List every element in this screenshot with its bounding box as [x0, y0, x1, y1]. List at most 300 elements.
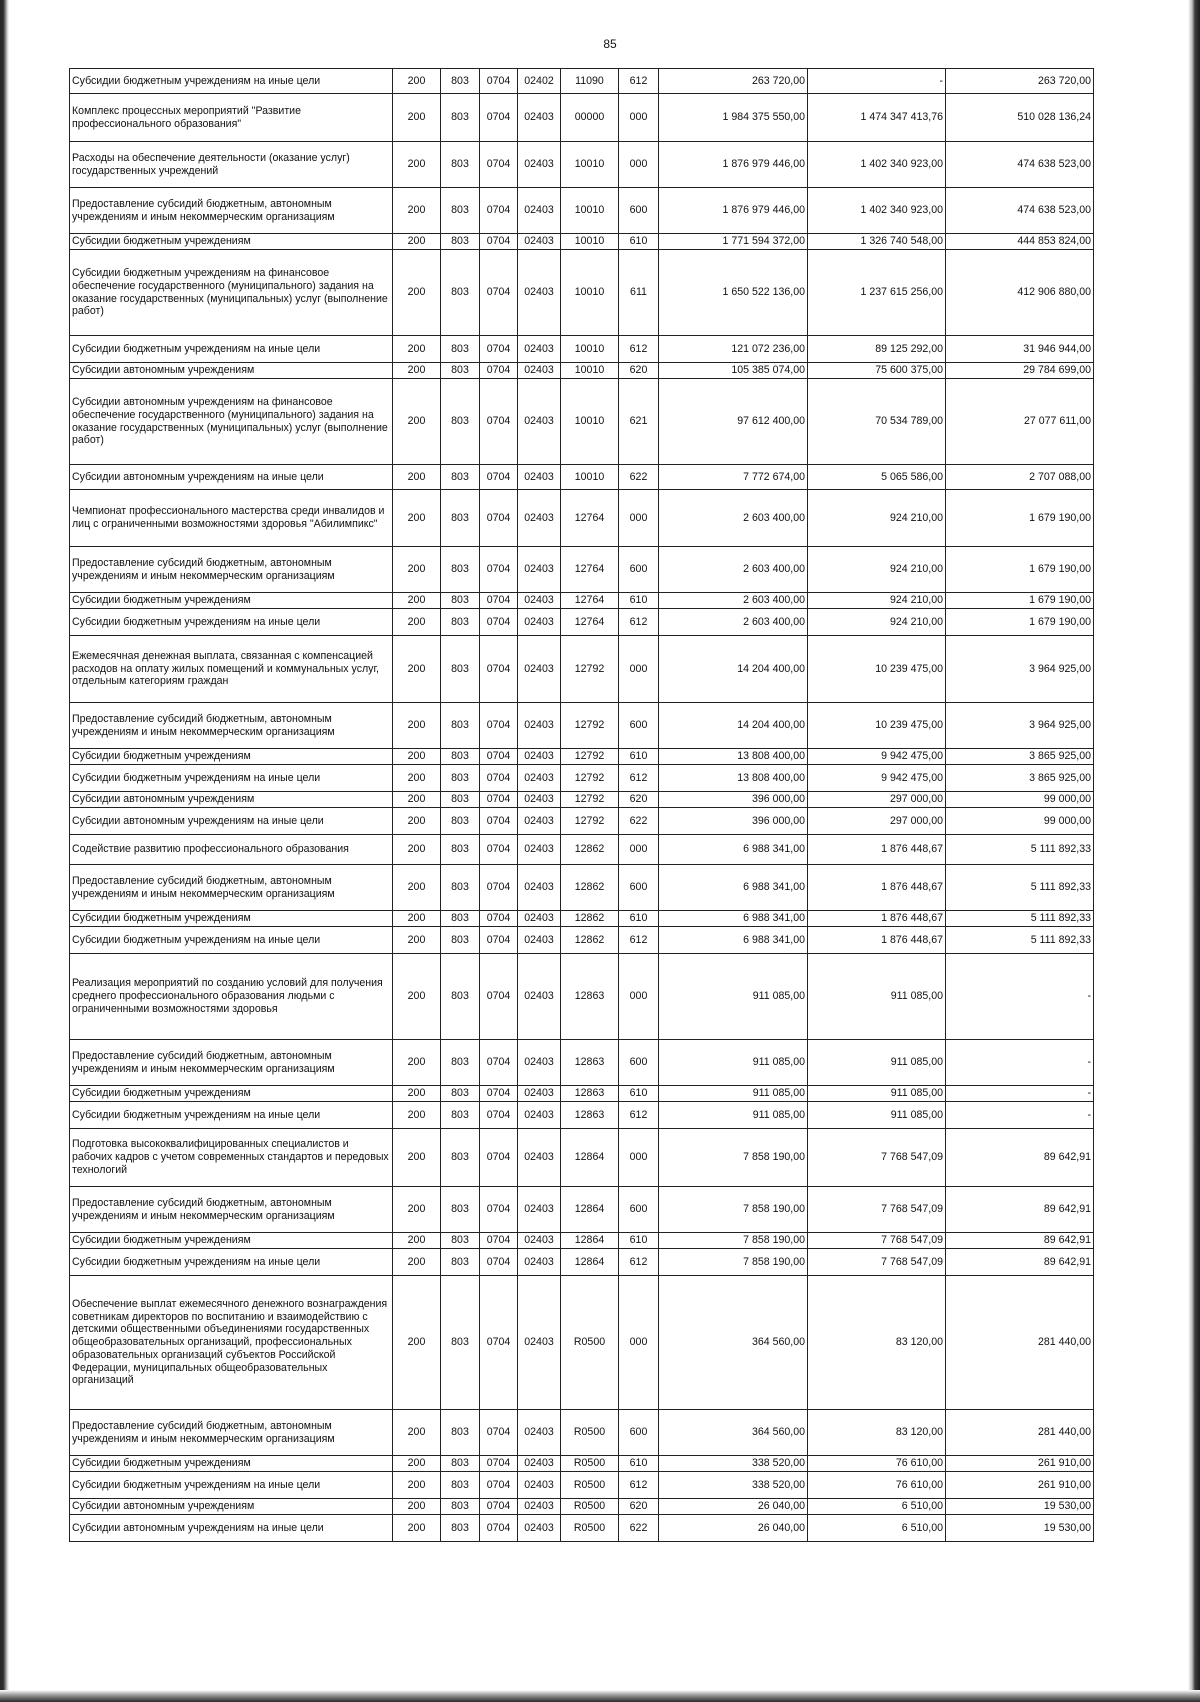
- row-description: Подготовка высококвалифицированных специалистов и рабочих кадров с учетом современных стандартов и передовых технологий: [70, 1129, 393, 1187]
- program-code: 02403: [518, 1276, 561, 1410]
- table-row: [70, 363, 1094, 379]
- planned-amount: 7 858 190,00: [659, 1187, 808, 1233]
- row-description: Субсидии автономным учреждениям на иные цели: [70, 465, 393, 490]
- admin-code: 200: [393, 1086, 441, 1102]
- direction-code: 12864: [561, 1233, 619, 1249]
- remaining-amount: -: [946, 1040, 1094, 1086]
- remaining-amount: 89 642,91: [946, 1233, 1094, 1249]
- row-description: Ежемесячная денежная выплата, связанная с компенсацией расходов на оплату жилых помещений и коммунальных услуг, отдельным категориям граждан: [70, 636, 393, 703]
- executed-amount: 83 120,00: [808, 1410, 946, 1456]
- remaining-amount: 1 679 190,00: [946, 609, 1094, 636]
- program-code: 02403: [518, 593, 561, 609]
- direction-code: 12792: [561, 749, 619, 765]
- planned-amount: 14 204 400,00: [659, 703, 808, 749]
- manager-code: 803: [441, 765, 480, 792]
- table-row: [70, 234, 1094, 250]
- remaining-amount: 281 440,00: [946, 1276, 1094, 1410]
- expense-type-code: 622: [619, 465, 659, 490]
- table-row: [70, 1456, 1094, 1472]
- manager-code: 803: [441, 954, 480, 1040]
- expense-type-code: 600: [619, 547, 659, 593]
- manager-code: 803: [441, 1102, 480, 1129]
- manager-code: 803: [441, 1086, 480, 1102]
- expense-type-code: 610: [619, 1233, 659, 1249]
- manager-code: 803: [441, 1129, 480, 1187]
- admin-code: 200: [393, 465, 441, 490]
- direction-code: R0500: [561, 1410, 619, 1456]
- section-code: 0704: [480, 609, 518, 636]
- direction-code: R0500: [561, 1499, 619, 1515]
- admin-code: 200: [393, 749, 441, 765]
- row-description: Субсидии бюджетным учреждениям на иные цели: [70, 765, 393, 792]
- section-code: 0704: [480, 703, 518, 749]
- expense-type-code: 620: [619, 792, 659, 808]
- remaining-amount: 1 679 190,00: [946, 490, 1094, 547]
- admin-code: 200: [393, 1129, 441, 1187]
- direction-code: 12792: [561, 792, 619, 808]
- section-code: 0704: [480, 1102, 518, 1129]
- executed-amount: 89 125 292,00: [808, 336, 946, 363]
- manager-code: 803: [441, 792, 480, 808]
- planned-amount: 364 560,00: [659, 1276, 808, 1410]
- program-code: 02403: [518, 234, 561, 250]
- admin-code: 200: [393, 911, 441, 927]
- direction-code: 10010: [561, 250, 619, 336]
- row-description: Обеспечение выплат ежемесячного денежного вознаграждения советникам директоров по воспитанию и взаимодействию с детскими общественными объединениями государственных общеобразовательных организаций, профессиональных образовательных организаций субъектов Российской Федерации, муниципальных общеобразовательных организаций: [70, 1276, 393, 1410]
- remaining-amount: 474 638 523,00: [946, 188, 1094, 234]
- expense-type-code: 612: [619, 1472, 659, 1499]
- row-description: Комплекс процессных мероприятий "Развитие профессионального образования": [70, 94, 393, 142]
- section-code: 0704: [480, 927, 518, 954]
- remaining-amount: 5 111 892,33: [946, 927, 1094, 954]
- direction-code: 12864: [561, 1249, 619, 1276]
- planned-amount: 1 984 375 550,00: [659, 94, 808, 142]
- row-description: Предоставление субсидий бюджетным, автономным учреждениям и иным некоммерческим организациям: [70, 703, 393, 749]
- section-code: 0704: [480, 336, 518, 363]
- admin-code: 200: [393, 1233, 441, 1249]
- planned-amount: 338 520,00: [659, 1472, 808, 1499]
- direction-code: 00000: [561, 94, 619, 142]
- manager-code: 803: [441, 835, 480, 865]
- row-description: Субсидии автономным учреждениям: [70, 792, 393, 808]
- table-row: [70, 94, 1094, 142]
- table-row: [70, 142, 1094, 188]
- admin-code: 200: [393, 1040, 441, 1086]
- executed-amount: 1 326 740 548,00: [808, 234, 946, 250]
- executed-amount: 1 876 448,67: [808, 865, 946, 911]
- program-code: 02403: [518, 1515, 561, 1542]
- section-code: 0704: [480, 1410, 518, 1456]
- table-row: [70, 703, 1094, 749]
- remaining-amount: 5 111 892,33: [946, 835, 1094, 865]
- manager-code: 803: [441, 636, 480, 703]
- planned-amount: 2 603 400,00: [659, 490, 808, 547]
- table-row: [70, 250, 1094, 336]
- row-description: Субсидии бюджетным учреждениям на иные цели: [70, 336, 393, 363]
- executed-amount: 10 239 475,00: [808, 636, 946, 703]
- section-code: 0704: [480, 94, 518, 142]
- planned-amount: 121 072 236,00: [659, 336, 808, 363]
- program-code: 02403: [518, 336, 561, 363]
- executed-amount: 924 210,00: [808, 547, 946, 593]
- table-row: [70, 1410, 1094, 1456]
- expense-type-code: 620: [619, 363, 659, 379]
- admin-code: 200: [393, 490, 441, 547]
- expense-type-code: 610: [619, 1086, 659, 1102]
- direction-code: 12792: [561, 636, 619, 703]
- planned-amount: 26 040,00: [659, 1515, 808, 1542]
- row-description: Реализация мероприятий по созданию условий для получения среднего профессионального образования людьми с ограниченными возможностями здоровья: [70, 954, 393, 1040]
- admin-code: 200: [393, 835, 441, 865]
- remaining-amount: 474 638 523,00: [946, 142, 1094, 188]
- expense-type-code: 622: [619, 1515, 659, 1542]
- section-code: 0704: [480, 1040, 518, 1086]
- program-code: 02403: [518, 1472, 561, 1499]
- row-description: Предоставление субсидий бюджетным, автономным учреждениям и иным некоммерческим организациям: [70, 1410, 393, 1456]
- manager-code: 803: [441, 142, 480, 188]
- manager-code: 803: [441, 1187, 480, 1233]
- expense-type-code: 610: [619, 593, 659, 609]
- expense-type-code: 621: [619, 379, 659, 465]
- remaining-amount: 3 865 925,00: [946, 765, 1094, 792]
- table-row: [70, 593, 1094, 609]
- row-description: Предоставление субсидий бюджетным, автономным учреждениям и иным некоммерческим организациям: [70, 547, 393, 593]
- expense-type-code: 612: [619, 927, 659, 954]
- remaining-amount: 444 853 824,00: [946, 234, 1094, 250]
- program-code: 02403: [518, 1086, 561, 1102]
- row-description: Предоставление субсидий бюджетным, автономным учреждениям и иным некоммерческим организациям: [70, 1040, 393, 1086]
- section-code: 0704: [480, 1456, 518, 1472]
- expense-type-code: 610: [619, 234, 659, 250]
- executed-amount: 297 000,00: [808, 808, 946, 835]
- row-description: Субсидии бюджетным учреждениям: [70, 911, 393, 927]
- manager-code: 803: [441, 1456, 480, 1472]
- table-row: [70, 765, 1094, 792]
- expense-type-code: 000: [619, 835, 659, 865]
- executed-amount: 7 768 547,09: [808, 1249, 946, 1276]
- expense-type-code: 610: [619, 749, 659, 765]
- table-row: [70, 490, 1094, 547]
- remaining-amount: 89 642,91: [946, 1129, 1094, 1187]
- remaining-amount: 1 679 190,00: [946, 547, 1094, 593]
- admin-code: 200: [393, 865, 441, 911]
- row-description: Субсидии бюджетным учреждениям на иные цели: [70, 69, 393, 94]
- planned-amount: 1 650 522 136,00: [659, 250, 808, 336]
- remaining-amount: 3 964 925,00: [946, 636, 1094, 703]
- program-code: 02403: [518, 94, 561, 142]
- manager-code: 803: [441, 1472, 480, 1499]
- expense-type-code: 000: [619, 954, 659, 1040]
- executed-amount: 1 474 347 413,76: [808, 94, 946, 142]
- direction-code: 12862: [561, 927, 619, 954]
- section-code: 0704: [480, 188, 518, 234]
- executed-amount: 10 239 475,00: [808, 703, 946, 749]
- executed-amount: 83 120,00: [808, 1276, 946, 1410]
- manager-code: 803: [441, 379, 480, 465]
- row-description: Предоставление субсидий бюджетным, автономным учреждениям и иным некоммерческим организациям: [70, 188, 393, 234]
- direction-code: 10010: [561, 465, 619, 490]
- direction-code: 10010: [561, 188, 619, 234]
- program-code: 02403: [518, 1499, 561, 1515]
- row-description: Субсидии бюджетным учреждениям на иные цели: [70, 1472, 393, 1499]
- manager-code: 803: [441, 490, 480, 547]
- admin-code: 200: [393, 593, 441, 609]
- table-row: [70, 1129, 1094, 1187]
- remaining-amount: 510 028 136,24: [946, 94, 1094, 142]
- planned-amount: 13 808 400,00: [659, 765, 808, 792]
- remaining-amount: 5 111 892,33: [946, 865, 1094, 911]
- remaining-amount: -: [946, 954, 1094, 1040]
- executed-amount: 911 085,00: [808, 954, 946, 1040]
- section-code: 0704: [480, 1249, 518, 1276]
- admin-code: 200: [393, 1515, 441, 1542]
- planned-amount: 364 560,00: [659, 1410, 808, 1456]
- executed-amount: 7 768 547,09: [808, 1233, 946, 1249]
- admin-code: 200: [393, 234, 441, 250]
- admin-code: 200: [393, 94, 441, 142]
- executed-amount: 911 085,00: [808, 1040, 946, 1086]
- table-row: [70, 954, 1094, 1040]
- expense-type-code: 612: [619, 1102, 659, 1129]
- planned-amount: 911 085,00: [659, 954, 808, 1040]
- program-code: 02403: [518, 465, 561, 490]
- admin-code: 200: [393, 69, 441, 94]
- executed-amount: 911 085,00: [808, 1086, 946, 1102]
- manager-code: 803: [441, 547, 480, 593]
- section-code: 0704: [480, 749, 518, 765]
- section-code: 0704: [480, 1499, 518, 1515]
- expense-type-code: 600: [619, 188, 659, 234]
- table-row: [70, 927, 1094, 954]
- remaining-amount: 99 000,00: [946, 808, 1094, 835]
- section-code: 0704: [480, 1515, 518, 1542]
- direction-code: 12863: [561, 1086, 619, 1102]
- section-code: 0704: [480, 465, 518, 490]
- program-code: 02403: [518, 1456, 561, 1472]
- direction-code: 10010: [561, 336, 619, 363]
- executed-amount: 911 085,00: [808, 1102, 946, 1129]
- section-code: 0704: [480, 765, 518, 792]
- scan-edge-left: [0, 0, 9, 1702]
- remaining-amount: 3 865 925,00: [946, 749, 1094, 765]
- executed-amount: 6 510,00: [808, 1499, 946, 1515]
- planned-amount: 396 000,00: [659, 808, 808, 835]
- executed-amount: 1 876 448,67: [808, 911, 946, 927]
- remaining-amount: 19 530,00: [946, 1499, 1094, 1515]
- executed-amount: 924 210,00: [808, 490, 946, 547]
- manager-code: 803: [441, 94, 480, 142]
- manager-code: 803: [441, 465, 480, 490]
- program-code: 02403: [518, 1040, 561, 1086]
- remaining-amount: 99 000,00: [946, 792, 1094, 808]
- direction-code: 12764: [561, 609, 619, 636]
- remaining-amount: -: [946, 1086, 1094, 1102]
- section-code: 0704: [480, 636, 518, 703]
- admin-code: 200: [393, 142, 441, 188]
- admin-code: 200: [393, 765, 441, 792]
- section-code: 0704: [480, 250, 518, 336]
- remaining-amount: 263 720,00: [946, 69, 1094, 94]
- program-code: 02403: [518, 490, 561, 547]
- table-row: [70, 1249, 1094, 1276]
- remaining-amount: 31 946 944,00: [946, 336, 1094, 363]
- row-description: Субсидии бюджетным учреждениям: [70, 749, 393, 765]
- expense-type-code: 610: [619, 911, 659, 927]
- program-code: 02403: [518, 1129, 561, 1187]
- section-code: 0704: [480, 547, 518, 593]
- admin-code: 200: [393, 1276, 441, 1410]
- direction-code: 12862: [561, 835, 619, 865]
- row-description: Субсидии бюджетным учреждениям: [70, 593, 393, 609]
- table-row: [70, 547, 1094, 593]
- admin-code: 200: [393, 1187, 441, 1233]
- table-row: [70, 379, 1094, 465]
- executed-amount: 1 402 340 923,00: [808, 142, 946, 188]
- section-code: 0704: [480, 1472, 518, 1499]
- table-row: [70, 1276, 1094, 1410]
- remaining-amount: 412 906 880,00: [946, 250, 1094, 336]
- expense-type-code: 612: [619, 1249, 659, 1276]
- expense-type-code: 600: [619, 1410, 659, 1456]
- remaining-amount: 3 964 925,00: [946, 703, 1094, 749]
- row-description: Субсидии бюджетным учреждениям: [70, 1233, 393, 1249]
- executed-amount: 7 768 547,09: [808, 1129, 946, 1187]
- direction-code: 12764: [561, 593, 619, 609]
- executed-amount: 9 942 475,00: [808, 749, 946, 765]
- program-code: 02403: [518, 547, 561, 593]
- direction-code: 12863: [561, 1040, 619, 1086]
- program-code: 02403: [518, 1410, 561, 1456]
- remaining-amount: 1 679 190,00: [946, 593, 1094, 609]
- section-code: 0704: [480, 954, 518, 1040]
- manager-code: 803: [441, 250, 480, 336]
- budget-table: [69, 68, 1094, 1542]
- direction-code: 11090: [561, 69, 619, 94]
- table-row: [70, 1472, 1094, 1499]
- admin-code: 200: [393, 792, 441, 808]
- planned-amount: 6 988 341,00: [659, 865, 808, 911]
- row-description: Субсидии бюджетным учреждениям: [70, 1086, 393, 1102]
- table-row: [70, 609, 1094, 636]
- program-code: 02403: [518, 1233, 561, 1249]
- manager-code: 803: [441, 69, 480, 94]
- planned-amount: 911 085,00: [659, 1102, 808, 1129]
- admin-code: 200: [393, 336, 441, 363]
- manager-code: 803: [441, 1233, 480, 1249]
- remaining-amount: 89 642,91: [946, 1249, 1094, 1276]
- admin-code: 200: [393, 703, 441, 749]
- expense-type-code: 000: [619, 94, 659, 142]
- planned-amount: 396 000,00: [659, 792, 808, 808]
- planned-amount: 911 085,00: [659, 1086, 808, 1102]
- manager-code: 803: [441, 703, 480, 749]
- section-code: 0704: [480, 1276, 518, 1410]
- manager-code: 803: [441, 234, 480, 250]
- manager-code: 803: [441, 749, 480, 765]
- table-row: [70, 336, 1094, 363]
- planned-amount: 911 085,00: [659, 1040, 808, 1086]
- expense-type-code: 622: [619, 808, 659, 835]
- direction-code: 12863: [561, 1102, 619, 1129]
- planned-amount: 97 612 400,00: [659, 379, 808, 465]
- program-code: 02403: [518, 609, 561, 636]
- expense-type-code: 612: [619, 765, 659, 792]
- direction-code: 12862: [561, 911, 619, 927]
- expense-type-code: 612: [619, 69, 659, 94]
- direction-code: 10010: [561, 363, 619, 379]
- expense-type-code: 620: [619, 1499, 659, 1515]
- section-code: 0704: [480, 808, 518, 835]
- section-code: 0704: [480, 1187, 518, 1233]
- manager-code: 803: [441, 593, 480, 609]
- manager-code: 803: [441, 609, 480, 636]
- manager-code: 803: [441, 927, 480, 954]
- section-code: 0704: [480, 593, 518, 609]
- table-row: [70, 835, 1094, 865]
- row-description: Субсидии бюджетным учреждениям на финансовое обеспечение государственного (муниципального) задания на оказание государственных (муниципальных) услуг (выполнение работ): [70, 250, 393, 336]
- program-code: 02403: [518, 1187, 561, 1233]
- table-row: [70, 1102, 1094, 1129]
- row-description: Предоставление субсидий бюджетным, автономным учреждениям и иным некоммерческим организациям: [70, 865, 393, 911]
- planned-amount: 1 876 979 446,00: [659, 142, 808, 188]
- planned-amount: 7 772 674,00: [659, 465, 808, 490]
- planned-amount: 6 988 341,00: [659, 835, 808, 865]
- program-code: 02403: [518, 765, 561, 792]
- manager-code: 803: [441, 1410, 480, 1456]
- expense-type-code: 000: [619, 142, 659, 188]
- admin-code: 200: [393, 547, 441, 593]
- direction-code: R0500: [561, 1472, 619, 1499]
- executed-amount: 924 210,00: [808, 593, 946, 609]
- remaining-amount: 261 910,00: [946, 1456, 1094, 1472]
- admin-code: 200: [393, 1249, 441, 1276]
- direction-code: 12764: [561, 490, 619, 547]
- executed-amount: 70 534 789,00: [808, 379, 946, 465]
- budget-table-body: [70, 69, 1094, 1542]
- manager-code: 803: [441, 1499, 480, 1515]
- admin-code: 200: [393, 927, 441, 954]
- program-code: 02402: [518, 69, 561, 94]
- admin-code: 200: [393, 636, 441, 703]
- program-code: 02403: [518, 636, 561, 703]
- expense-type-code: 611: [619, 250, 659, 336]
- expense-type-code: 000: [619, 1276, 659, 1410]
- table-row: [70, 1187, 1094, 1233]
- manager-code: 803: [441, 865, 480, 911]
- row-description: Содействие развитию профессионального образования: [70, 835, 393, 865]
- planned-amount: 338 520,00: [659, 1456, 808, 1472]
- table-row: [70, 749, 1094, 765]
- table-row: [70, 465, 1094, 490]
- executed-amount: 1 402 340 923,00: [808, 188, 946, 234]
- table-row: [70, 636, 1094, 703]
- row-description: Субсидии автономным учреждениям: [70, 363, 393, 379]
- direction-code: 12863: [561, 954, 619, 1040]
- admin-code: 200: [393, 363, 441, 379]
- admin-code: 200: [393, 954, 441, 1040]
- admin-code: 200: [393, 250, 441, 336]
- expense-type-code: 612: [619, 336, 659, 363]
- executed-amount: 76 610,00: [808, 1472, 946, 1499]
- executed-amount: 5 065 586,00: [808, 465, 946, 490]
- section-code: 0704: [480, 142, 518, 188]
- expense-type-code: 600: [619, 865, 659, 911]
- remaining-amount: 5 111 892,33: [946, 911, 1094, 927]
- table-row: [70, 792, 1094, 808]
- section-code: 0704: [480, 363, 518, 379]
- program-code: 02403: [518, 379, 561, 465]
- program-code: 02403: [518, 1249, 561, 1276]
